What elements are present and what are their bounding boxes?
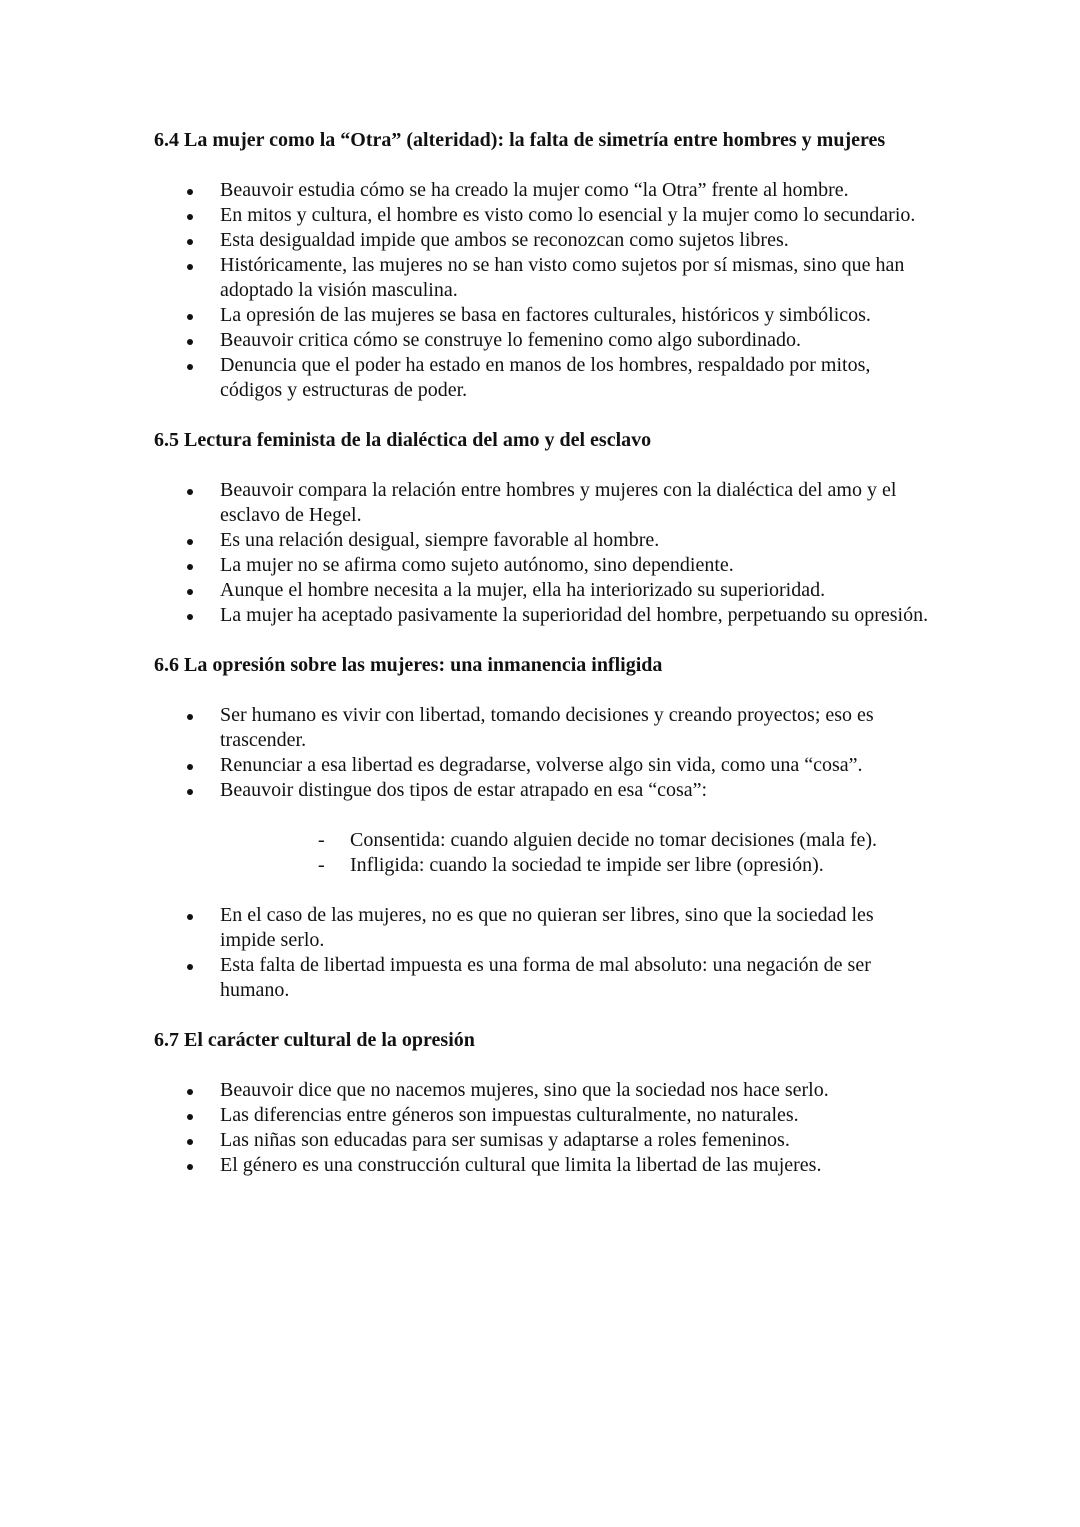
list-item-text: Aunque el hombre necesita a la mujer, ella ha interiorizado su superioridad. xyxy=(220,579,826,601)
list-item-text: Beauvoir critica cómo se construye lo femenino como algo subordinado. xyxy=(220,329,801,351)
list-subitem xyxy=(154,853,934,878)
list-item-text: Esta falta de libertad impuesta es una forma de mal absoluto: una negación de ser humano. xyxy=(220,954,871,1001)
list-item xyxy=(154,778,934,803)
list-item-text: El género es una construcción cultural que limita la libertad de las mujeres. xyxy=(220,1154,822,1176)
bullet-icon xyxy=(187,539,193,545)
list-item xyxy=(154,953,934,1003)
list-item-text: Beauvoir dice que no nacemos mujeres, sino que la sociedad nos hace serlo. xyxy=(220,1079,829,1101)
list-item-text: Renunciar a esa libertad es degradarse, volverse algo sin vida, como una “cosa”. xyxy=(220,754,863,776)
bullet-icon xyxy=(187,364,193,370)
section-6-7 xyxy=(154,1028,934,1178)
section-heading: 6.6 La opresión sobre las mujeres: una inmanencia infligida xyxy=(154,654,663,676)
list-item xyxy=(154,703,934,753)
list-item-text: La mujer no se afirma como sujeto autónomo, sino dependiente. xyxy=(220,554,734,576)
bullet-icon xyxy=(187,964,193,970)
bullet-icon xyxy=(187,914,193,920)
bullet-icon xyxy=(187,214,193,220)
section-heading: 6.7 El carácter cultural de la opresión xyxy=(154,1029,475,1051)
bullet-list xyxy=(154,903,934,1003)
section-6-4 xyxy=(154,128,934,428)
list-item xyxy=(154,178,934,203)
bullet-icon xyxy=(187,789,193,795)
bullet-icon xyxy=(187,714,193,720)
list-item-text: Beauvoir estudia cómo se ha creado la mujer como “la Otra” frente al hombre. xyxy=(220,179,849,201)
section-6-5 xyxy=(154,428,934,653)
section-heading: 6.4 La mujer como la “Otra” (alteridad): la falta de simetría entre hombres y mujeres xyxy=(154,129,886,151)
bullet-icon xyxy=(187,589,193,595)
bullet-icon xyxy=(187,564,193,570)
list-item-text: Históricamente, las mujeres no se han visto como sujetos por sí mismas, sino que han adoptado la visión masculina. xyxy=(220,254,905,301)
list-item xyxy=(154,478,934,528)
bullet-icon xyxy=(187,489,193,495)
document-content xyxy=(154,128,934,1178)
list-item xyxy=(154,553,934,578)
list-subitem-text: Infligida: cuando la sociedad te impide ser libre (opresión). xyxy=(350,854,824,876)
list-item xyxy=(154,228,934,253)
list-item-text: Ser humano es vivir con libertad, tomando decisiones y creando proyectos; eso es trascender. xyxy=(220,704,874,751)
list-item-text: Esta desigualdad impide que ambos se reconozcan como sujetos libres. xyxy=(220,229,789,251)
list-item xyxy=(154,753,934,778)
bullet-icon xyxy=(187,1114,193,1120)
list-item xyxy=(154,528,934,553)
bullet-icon xyxy=(187,314,193,320)
list-item-text: Beauvoir compara la relación entre hombres y mujeres con la dialéctica del amo y el esclavo de Hegel. xyxy=(220,479,897,526)
bullet-icon xyxy=(187,1139,193,1145)
list-item xyxy=(154,353,934,403)
list-item-text: La opresión de las mujeres se basa en factores culturales, históricos y simbólicos. xyxy=(220,304,871,326)
list-item-text: En mitos y cultura, el hombre es visto como lo esencial y la mujer como lo secundario. xyxy=(220,204,916,226)
list-item xyxy=(154,328,934,353)
list-item xyxy=(154,1128,934,1153)
bullet-icon xyxy=(187,1089,193,1095)
list-item xyxy=(154,1103,934,1128)
section-6-6 xyxy=(154,653,934,1028)
list-item-text: Es una relación desigual, siempre favorable al hombre. xyxy=(220,529,660,551)
bullet-icon xyxy=(187,189,193,195)
bullet-icon xyxy=(187,239,193,245)
bullet-icon xyxy=(187,339,193,345)
list-item xyxy=(154,253,934,303)
list-item-text: Las diferencias entre géneros son impuestas culturalmente, no naturales. xyxy=(220,1104,799,1126)
list-item-text: Denuncia que el poder ha estado en manos de los hombres, respaldado por mitos, códigos y estructuras de poder. xyxy=(220,354,871,401)
bullet-list xyxy=(154,478,934,628)
list-subitem xyxy=(154,828,934,853)
section-heading: 6.5 Lectura feminista de la dialéctica del amo y del esclavo xyxy=(154,429,652,451)
list-item xyxy=(154,1078,934,1103)
dash-list xyxy=(154,828,934,878)
list-item xyxy=(154,1153,934,1178)
bullet-icon xyxy=(187,764,193,770)
list-item-text: La mujer ha aceptado pasivamente la superioridad del hombre, perpetuando su opresión. xyxy=(220,604,929,626)
list-item-text: En el caso de las mujeres, no es que no quieran ser libres, sino que la sociedad les impide serlo. xyxy=(220,904,874,951)
bullet-icon xyxy=(187,1164,193,1170)
bullet-icon xyxy=(187,264,193,270)
list-item xyxy=(154,603,934,628)
list-subitem-text: Consentida: cuando alguien decide no tomar decisiones (mala fe). xyxy=(350,829,878,851)
bullet-list xyxy=(154,1078,934,1178)
list-item xyxy=(154,303,934,328)
list-item-text: Beauvoir distingue dos tipos de estar atrapado en esa “cosa”: xyxy=(220,779,708,801)
list-item xyxy=(154,578,934,603)
list-item xyxy=(154,203,934,228)
bullet-icon xyxy=(187,614,193,620)
list-item-text: Las niñas son educadas para ser sumisas y adaptarse a roles femeninos. xyxy=(220,1129,790,1151)
dash-icon: - xyxy=(318,829,325,851)
bullet-list xyxy=(154,703,934,803)
dash-icon: - xyxy=(318,854,325,876)
list-item xyxy=(154,903,934,953)
bullet-list xyxy=(154,178,934,403)
